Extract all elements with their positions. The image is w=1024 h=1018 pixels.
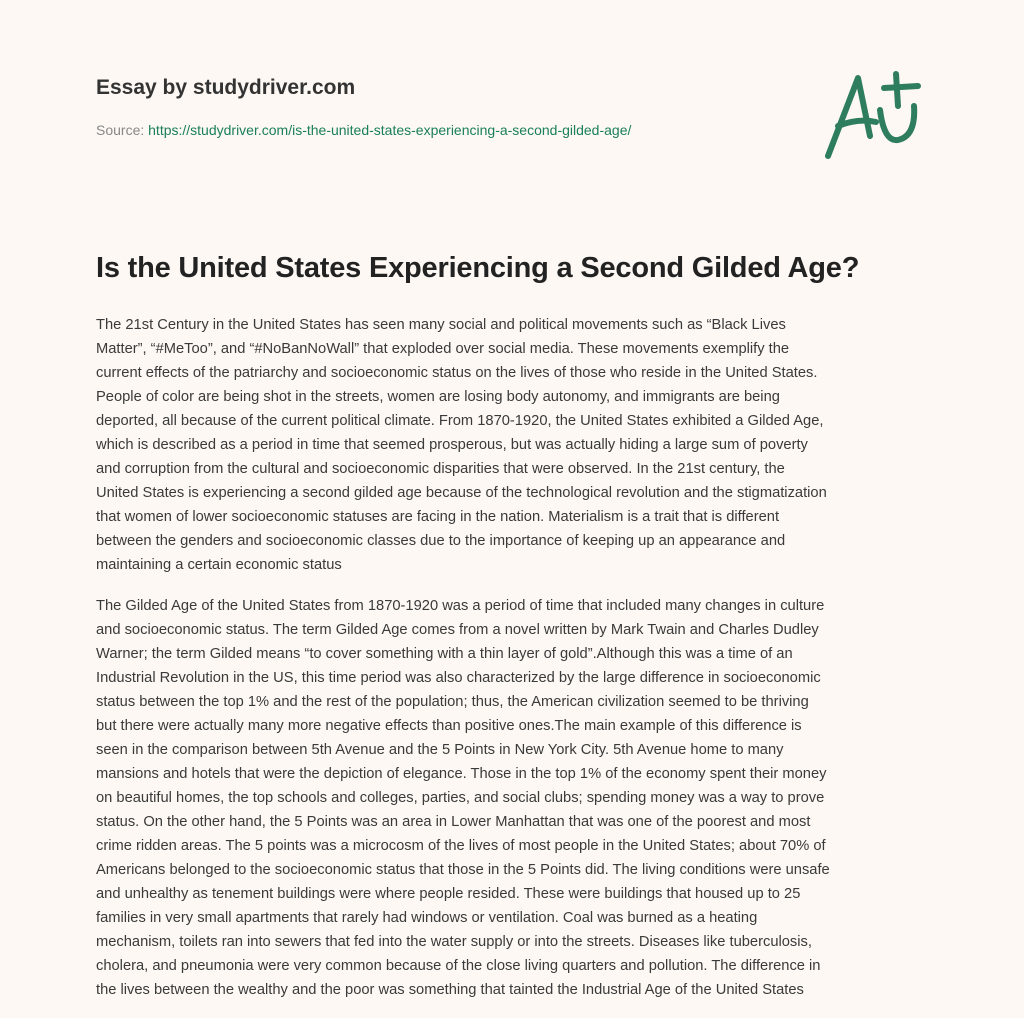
paragraph-line: the lives between the wealthy and the poor was something that tainted the Industrial Age of the United States	[96, 982, 804, 998]
a-plus-logo-icon	[818, 66, 928, 166]
paragraph-line: People of color are being shot in the streets, women are losing body autonomy, and immigrants are being	[96, 389, 780, 405]
paragraph-line: The Gilded Age of the United States from 1870-1920 was a period of time that included many changes in culture	[96, 598, 825, 614]
paragraph-line: mechanism, toilets ran into sewers that fed into the water supply or into the streets. Diseases like tuberculosis,	[96, 934, 812, 950]
paragraph-line: Industrial Revolution in the US, this time period was also characterized by the large difference in socioeconomic	[96, 670, 821, 686]
paragraph-line: between the genders and socioeconomic classes due to the importance of keeping up an appearance and	[96, 533, 786, 549]
paragraph-line: and corruption from the cultural and socioeconomic disparities that were observed. In the 21st century, the	[96, 461, 785, 477]
source-label: Source:	[96, 122, 149, 138]
paragraph-line: but there were actually many more negative effects than positive ones.The main example of this difference is	[96, 718, 802, 734]
essay-title: Is the United States Experiencing a Second Gilded Age?	[96, 252, 860, 284]
paragraph-line: Americans belonged to the socioeconomic status that those in the 5 Points did. The living conditions were unsafe	[96, 862, 830, 878]
source-link[interactable]: https://studydriver.com/is-the-united-states-experiencing-a-second-gilded-age/	[148, 122, 632, 138]
paragraph-line: deported, all because of the current political climate. From 1870-1920, the United States exhibited a Gilded Age,	[96, 413, 824, 429]
paragraph-line: maintaining a certain economic status	[96, 557, 342, 573]
paragraph-line: and unhealthy as tenement buildings were where people resided. These were buildings that housed up to 25	[96, 886, 801, 902]
paragraph-line: The 21st Century in the United States has seen many social and political movements such as “Black Lives	[96, 317, 786, 333]
paragraph-line: on beautiful homes, the top schools and colleges, parties, and social clubs; spending money was a way to prove	[96, 790, 825, 806]
paragraph-line: and socioeconomic status. The term Gilded Age comes from a novel written by Mark Twain and Charles Dudley	[96, 622, 819, 638]
essay-paragraph-1	[96, 313, 936, 577]
paragraph-line: mansions and hotels that were the depiction of elegance. Those in the top 1% of the economy spent their money	[96, 766, 827, 782]
paragraph-line: crime ridden areas. The 5 points was a microcosm of the lives of most people in the United States; about 70% of	[96, 838, 826, 854]
paragraph-line: seen in the comparison between 5th Avenue and the 5 Points in New York City. 5th Avenue home to many	[96, 742, 784, 758]
paragraph-line: cholera, and pneumonia were very common because of the close living quarters and pollution. The difference in	[96, 958, 821, 974]
essay-paragraph-2	[96, 594, 936, 1002]
paragraph-line: current effects of the patriarchy and socioeconomic status on the lives of those who reside in the United States.	[96, 365, 818, 381]
site-brand: Essay by studydriver.com	[96, 76, 356, 99]
paragraph-line: Matter”, “#MeToo”, and “#NoBanNoWall” that exploded over social media. These movements exemplify the	[96, 341, 790, 357]
paragraph-line: that women of lower socioeconomic statuses are facing in the nation. Materialism is a trait that is different	[96, 509, 780, 525]
paragraph-line: status between the top 1% and the rest of the population; thus, the American civilization seemed to be thriving	[96, 694, 809, 710]
paragraph-line: United States is experiencing a second gilded age because of the technological revolution and the stigmatization	[96, 485, 827, 501]
paragraph-line: which is described as a period in time that seemed prosperous, but was actually hiding a large sum of poverty	[96, 437, 808, 453]
paragraph-line: status. On the other hand, the 5 Points was an area in Lower Manhattan that was one of the poorest and most	[96, 814, 811, 830]
paragraph-line: families in very small apartments that rarely had windows or ventilation. Coal was burned as a heating	[96, 910, 758, 926]
paragraph-line: Warner; the term Gilded means “to cover something with a thin layer of gold”.Although this was a time of an	[96, 646, 793, 662]
source-line	[96, 122, 631, 138]
